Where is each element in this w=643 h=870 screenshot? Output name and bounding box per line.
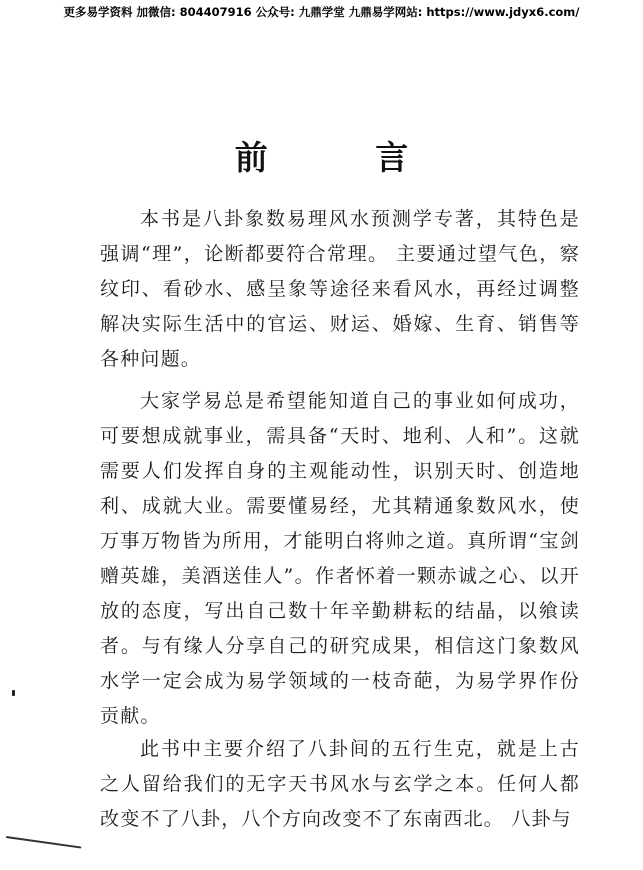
scan-pencil-stroke — [6, 836, 82, 849]
scan-dot-mark — [12, 690, 15, 696]
paragraph-3: 此书中主要介绍了八卦间的五行生克，就是上古之人留给我们的无字天书风水与玄学之本。任何人都改变不了八卦，八个方向改变不了东南西北。 八卦与 — [100, 738, 580, 830]
paragraph-1: 本书是八卦象数易理风水预测学专著，其特色是强调“理”，论断都要符合常理。 主要通过望气色，察纹印、看砂水、感呈象等途径来看风水，再经过调整解决实际生活中的官运、财运、婚嫁、生育、销售等各种问题。 — [100, 208, 580, 370]
paragraph-2: 大家学易总是希望能知道自己的事业如何成功，可要想成就事业，需具备“天时、地利、人和”。这就需要人们发挥自身的主观能动性，识别天时、创造地利、成就大业。需要懂易经，尤其精通象数风水，使万事万物皆为所用，才能明白将帅之道。真所谓“宝剑赠英雄，美酒送佳人”。作者怀着一颗赤诚之心、以开放的态度，写出自己数十年辛勤耕耘的结晶，以飨读者。与有缘人分享自己的研究成果，相信这门象数风水学一定会成为易学领域的一枝奇葩，为易学界作份贡献。 — [100, 390, 580, 727]
header-banner: 更多易学资料 加微信: 804407916 公众号: 九鼎学堂 九鼎易学网站: https://www.jdyx6.com/ — [63, 5, 580, 19]
page-title: 前 言 — [234, 138, 457, 177]
